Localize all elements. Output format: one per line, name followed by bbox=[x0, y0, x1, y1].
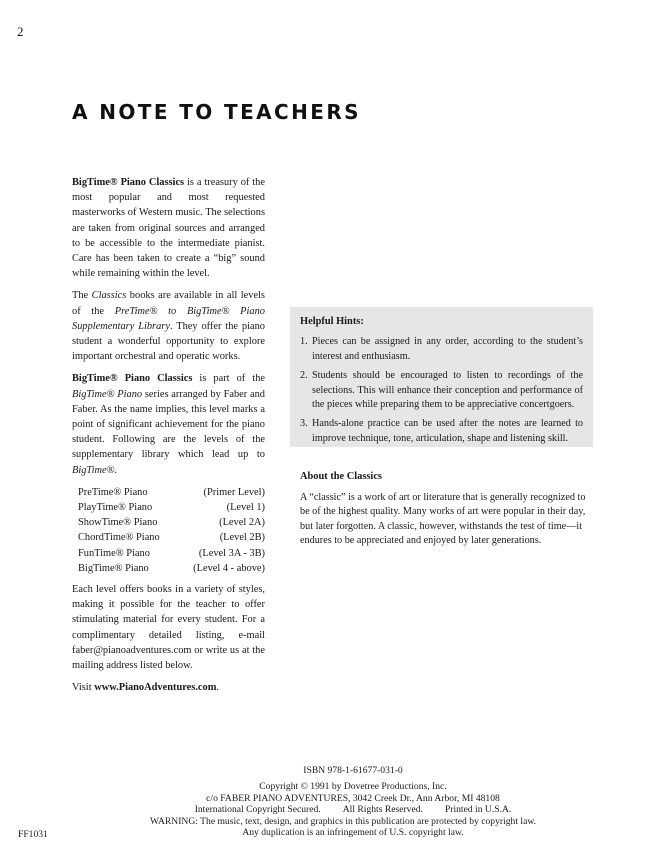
about-title: About the Classics bbox=[300, 471, 382, 482]
intro-paragraph-4: Each level offers books in a variety of styles, making it possible for the teacher to offer stimulating material for every student. For a complimentary detailed listing, e-mail faber@pianoadventures.com or write us at the mailing address listed below. bbox=[72, 584, 265, 672]
address-line: c/o FABER PIANO ADVENTURES, 3042 Creek Dr., Ann Arbor, MI 48108 bbox=[206, 792, 500, 804]
level-item: ChordTime® Piano (Level 2B) bbox=[78, 532, 265, 544]
rights-line: International Copyright Secured. All Rights Reserved. Printed in U.S.A. bbox=[194, 804, 512, 816]
levels-list bbox=[72, 485, 265, 576]
helpful-hints-box bbox=[290, 307, 593, 447]
page-number: 2 bbox=[17, 24, 24, 39]
level-item: ShowTime® Piano (Level 2A) bbox=[78, 517, 265, 529]
product-name: BigTime® Piano Classics bbox=[72, 177, 185, 188]
warning-line: WARNING: The music, text, design, and graphics in this publication are protected by copyright law. bbox=[149, 815, 537, 827]
intro-column bbox=[72, 175, 265, 703]
website-link[interactable]: www.PianoAdventures.com bbox=[94, 682, 217, 694]
about-section bbox=[300, 470, 592, 549]
visit-line: Visit www.PianoAdventures.com. bbox=[72, 682, 219, 694]
duplication-line: Any duplication is an infringement of U.S. copyright law. bbox=[242, 827, 464, 839]
copyright-line: Copyright © 1991 by Dovetree Productions, Inc. bbox=[259, 781, 447, 793]
hint-item: 3. Hands-alone practice can be used after the notes are learned to improve technique, tone, articulation, shape and listening skill. bbox=[300, 418, 583, 444]
hints-title: Helpful Hints: bbox=[300, 316, 364, 327]
intro-paragraph-1: BigTime® Piano Classics is a treasury of the most popular and most requested masterworks of Western music. The selections are taken from original sources and arranged to be accessible to the intermediate pianist. Care has been taken to create a “big” sound while remaining within the level. bbox=[72, 177, 265, 280]
level-item: BigTime® Piano (Level 4 - above) bbox=[78, 562, 265, 574]
intro-paragraph-3: BigTime® Piano Classics is part of the BigTime® Piano series arranged by Faber and Faber. As the name implies, this level marks a point of significant achievement for the piano student. Following are the levels of the supplementary library which lead up to BigTime®. bbox=[72, 373, 265, 476]
hints-list bbox=[300, 335, 583, 446]
isbn: ISBN 978-1-61677-031-0 bbox=[303, 765, 403, 776]
library-name: PreTime® to BigTime® Piano Supplementary Library bbox=[72, 305, 265, 332]
intro-paragraph-2: The Classics books are available in all levels of the PreTime® to BigTime® Piano Supplementary Library. They offer the piano student a wonderful opportunity to explore important orchestral and operatic works. bbox=[72, 290, 265, 363]
copyright-footer bbox=[0, 765, 646, 838]
about-body: A “classic” is a work of art or literature that is generally recognized to be of the highest quality. Many works of art were popular in their day, but later forgotten. A classic, however, withstands the test of time—it endures to be appreciated and enjoyed by later generations. bbox=[300, 491, 586, 547]
page-title: A NOTE TO TEACHERS bbox=[72, 100, 361, 124]
level-item: PlayTime® Piano (Level 1) bbox=[78, 502, 265, 514]
catalog-code: FF1031 bbox=[18, 829, 48, 840]
level-item: FunTime® Piano (Level 3A - 3B) bbox=[78, 547, 265, 559]
hint-item: 1. Pieces can be assigned in any order, according to the student’s interest and enthusiasm. bbox=[300, 336, 583, 362]
hint-item: 2. Students should be encouraged to listen to recordings of the selections. This will enhance their conception and performance of the pieces while preparing them to be appreciative concertgoers. bbox=[300, 370, 583, 411]
level-item: PreTime® Piano (Primer Level) bbox=[78, 486, 265, 498]
